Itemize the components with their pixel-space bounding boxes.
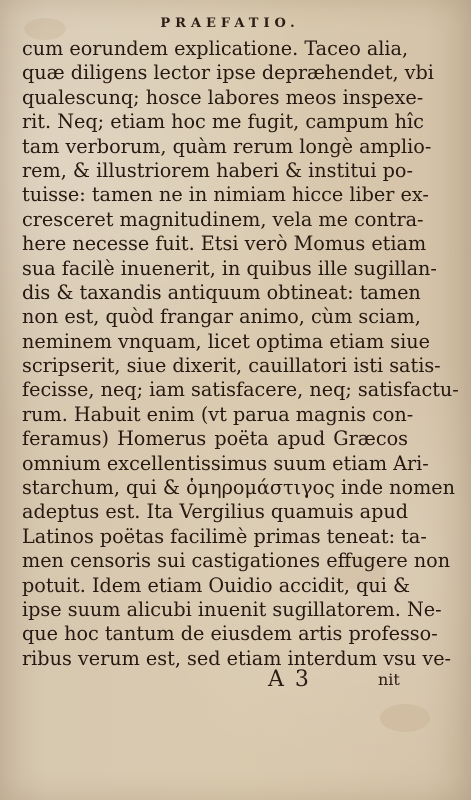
text-line: dis & taxandis antiquum obtineat: tamen	[22, 280, 421, 304]
text-line: que hoc tantum de eiusdem artis professo-	[22, 622, 438, 646]
text-line: rum. Habuit enim (vt parua magnis con-	[22, 402, 414, 426]
text-line: fecisse, neq; iam satisfacere, neq; satisfactu-	[22, 378, 459, 402]
catchword: nit	[378, 670, 400, 689]
body-text	[22, 37, 459, 671]
text-line: non est, quòd frangar animo, cùm sciam,	[22, 305, 421, 329]
text-line: sua facilè inuenerit, in quibus ille sugillan-	[22, 256, 437, 280]
text-line: tuisse: tamen ne in nimiam hicce liber ex-	[22, 183, 429, 207]
text-line: qualescunq; hosce labores meos inspexe-	[22, 85, 424, 109]
signature-mark: A 3	[268, 667, 311, 692]
paper-stain	[380, 704, 430, 732]
text-line: omnium excellentissimus suum etiam Ari-	[22, 451, 429, 475]
running-head: PRAEFATIO.	[160, 16, 300, 31]
text-line: Latinos poëtas facilimè primas teneat: ta-	[22, 524, 427, 548]
text-line: cum eorundem explicatione. Taceo alia,	[22, 37, 409, 60]
text-line: scripserit, siue dixerit, cauillatori isti satis-	[22, 354, 441, 378]
text-line: tam verborum, quàm rerum longè amplio-	[22, 134, 432, 158]
text-line: adeptus est. Ita Vergilius quamuis apud	[22, 500, 409, 524]
text-line: rit. Neq; etiam hoc me fugit, campum hîc	[22, 110, 424, 134]
text-line: ribus verum est, sed etiam interdum vsu ve-	[22, 646, 452, 670]
text-line: ipse suum alicubi inuenit sugillatorem. Ne-	[22, 597, 442, 621]
text-line: potuit. Idem etiam Ouidio accidit, qui &	[22, 573, 411, 597]
text-line: neminem vnquam, licet optima etiam siue	[22, 329, 430, 353]
text-line: starchum, qui & ὁμηρομάστιγος inde nomen	[22, 476, 456, 500]
text-line: here necesse fuit. Etsi verò Momus etiam	[22, 232, 427, 256]
text-line: rem, & illustriorem haberi & institui po-	[22, 158, 413, 182]
text-line: men censoris sui castigationes effugere non	[22, 549, 451, 573]
text-line: cresceret magnitudinem, vela me contra-	[22, 207, 424, 231]
text-line: feramus) Homerus poëta apud Græcos	[22, 427, 408, 451]
text-line: quæ diligens lector ipse depræhendet, vbi	[22, 61, 434, 85]
